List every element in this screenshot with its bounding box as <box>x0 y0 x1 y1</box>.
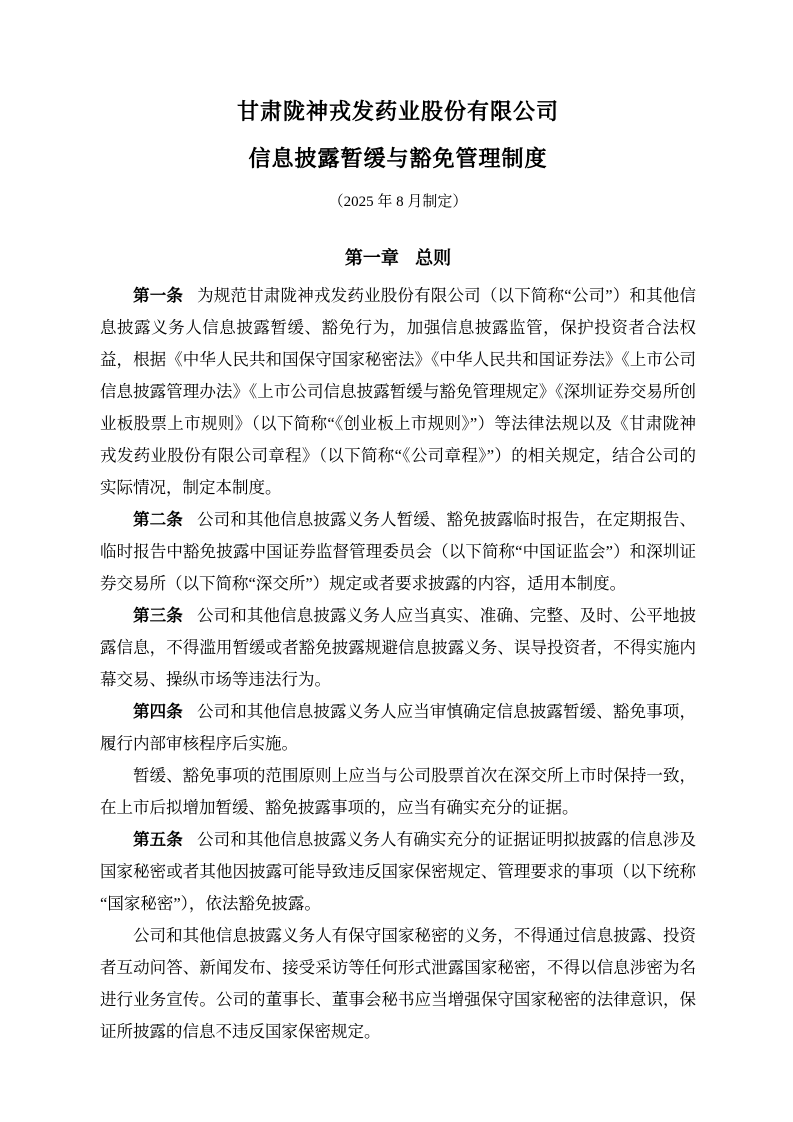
body-paragraph <box>100 504 696 600</box>
paragraph-text: 公司和其他信息披露义务人暂缓、豁免披露临时报告，在定期报告、临时报告中豁免披露中国证券监督管理委员会（以下简称“中国证监会”）和深圳证券交易所（以下简称“深交所”）规定或者要求披露的内容，适用本制度。 <box>100 510 697 593</box>
article-number: 第四条 <box>133 702 183 721</box>
chapter-heading <box>100 248 696 268</box>
paragraph-text: 公司和其他信息披露义务人有保守国家秘密的义务，不得通过信息披露、投资者互动问答、新闻发布、接受采访等任何形式泄露国家秘密，不得以信息涉密为名进行业务宣传。公司的董事长、董事会秘书应当增强保守国家秘密的法律意识，保证所披露的信息不违反国家保密规定。 <box>100 926 696 1041</box>
paragraph-text: 公司和其他信息披露义务人应当审慎确定信息披露暂缓、豁免事项，履行内部审核程序后实施。 <box>100 702 697 753</box>
chapter-number: 第一章 <box>344 248 399 268</box>
body-paragraph <box>100 280 696 504</box>
body-paragraph <box>100 696 696 760</box>
body-paragraph <box>100 824 696 920</box>
document-date-note: （2025 年 8 月制定） <box>328 194 468 210</box>
article-number: 第二条 <box>133 510 183 529</box>
article-number: 第三条 <box>133 606 183 625</box>
document-body <box>100 280 696 1048</box>
document-title-company: 甘肃陇神戎发药业股份有限公司 <box>236 99 559 124</box>
article-number: 第一条 <box>133 286 184 305</box>
paragraph-text: 为规范甘肃陇神戎发药业股份有限公司（以下简称“公司”）和其他信息披露义务人信息披露暂缓、豁免行为，加强信息披露监管，保护投资者合法权益，根据《中华人民共和国保守国家秘密法》《中华人民共和国证券法》《上市公司信息披露管理办法》《上市公司信息披露暂缓与豁免管理规定》《深圳证券交易所创业板股票上市规则》（以下简称“《创业板上市规则》”）等法律法规以及《甘肃陇神戎发药业股份有限公司章程》（以下简称“《公司章程》”）的相关规定，结合公司的实际情况，制定本制度。 <box>100 286 696 497</box>
paragraph-text: 公司和其他信息披露义务人有确实充分的证据证明拟披露的信息涉及国家秘密或者其他因披露可能导致违反国家保密规定、管理要求的事项（以下统称“国家秘密”），依法豁免披露。 <box>100 830 697 913</box>
paragraph-text: 暂缓、豁免事项的范围原则上应当与公司股票首次在深交所上市时保持一致，在上市后拟增加暂缓、豁免披露事项的，应当有确实充分的证据。 <box>100 766 696 817</box>
body-paragraph <box>100 600 696 696</box>
paragraph-text: 公司和其他信息披露义务人应当真实、准确、完整、及时、公平地披露信息，不得滥用暂缓或者豁免披露规避信息披露义务、误导投资者，不得实施内幕交易、操纵市场等违法行为。 <box>100 606 697 689</box>
body-paragraph <box>100 760 696 824</box>
article-number: 第五条 <box>133 830 183 849</box>
body-paragraph <box>100 920 696 1048</box>
chapter-title: 总则 <box>415 248 452 268</box>
document-title-policy: 信息披露暂缓与豁免管理制度 <box>248 146 548 171</box>
